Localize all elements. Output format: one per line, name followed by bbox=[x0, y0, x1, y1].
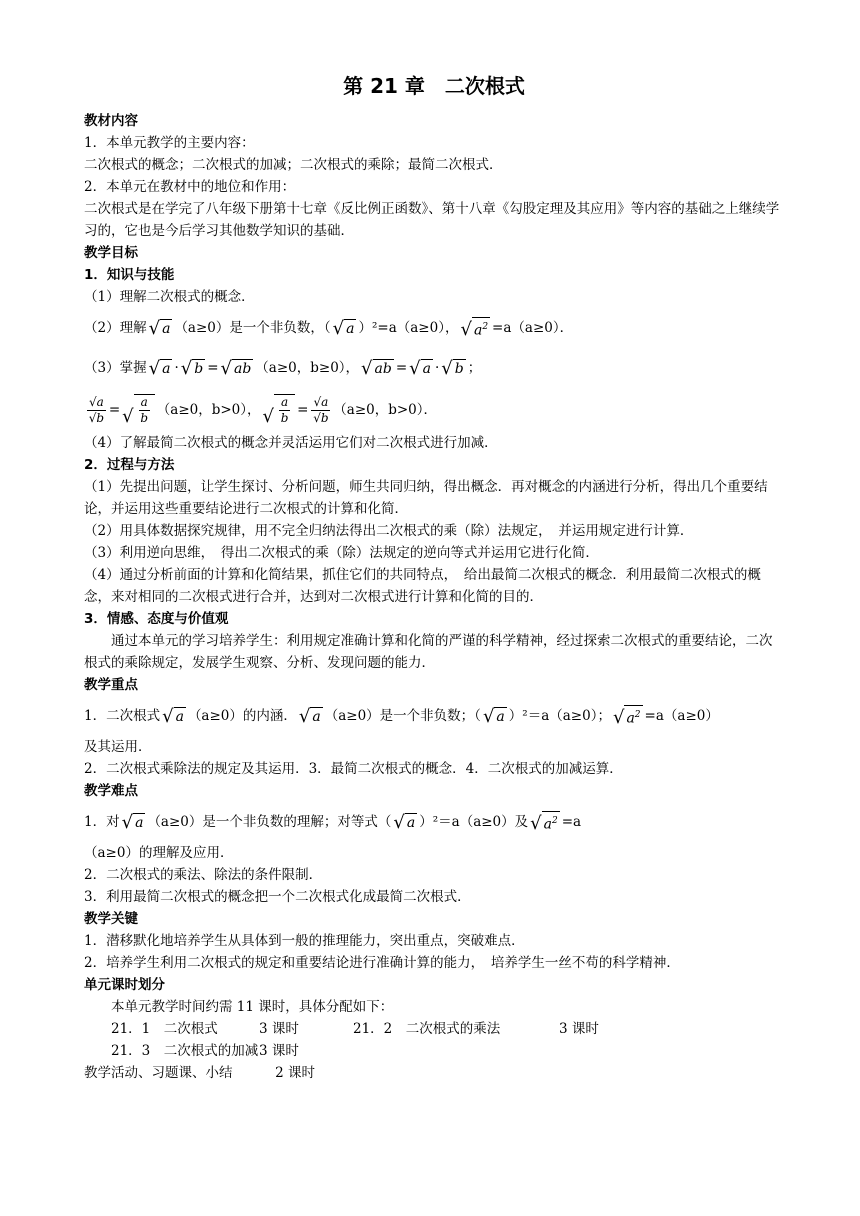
goal-p2: （2）用具体数据探究规律，用不完全归纳法得出二次根式的乘（除）法规定， 并运用规定进行计算． bbox=[84, 523, 694, 539]
difficulty-line-2: 2．二次根式的乘法、除法的条件限制． bbox=[84, 867, 323, 883]
goal-k3: （3）掌握 √ a · √ b = √ ab （a≥0，b≥0）， √ ab = √ a · √ b ； bbox=[84, 357, 482, 379]
page-title: 第 21 章 二次根式 bbox=[343, 74, 525, 98]
goal-e1: 通过本单元的学习培养学生：利用规定准确计算和化简的严谨的科学精神，经过探索二次根式的重要结论，二次根式的乘除规定，发展学生观察、分析、发现问题的能力． bbox=[84, 633, 773, 671]
section-heading-key: 教学重点 bbox=[84, 677, 138, 693]
schedule-item-name: 21．2 二次根式的乘法 bbox=[353, 1021, 501, 1037]
goal-k1: （1）理解二次根式的概念． bbox=[84, 289, 255, 305]
table-row bbox=[111, 1018, 599, 1040]
section-heading-goals: 教学目标 bbox=[84, 245, 138, 261]
fraction-sqrt-a-over-sqrt-b: $\frac{√a}{√b}$ bbox=[88, 394, 105, 425]
goal-p1: （1）先提出问题，让学生探讨、分析问题，师生共同归纳，得出概念．再对概念的内涵进行分析，得出几个重要结论，并运用这些重要结论进行二次根式的计算和化简． bbox=[84, 479, 768, 517]
key-line-1: 1．二次根式 √ a （a≥0）的内涵． √ a （a≥0）是一个非负数；（ √ a ）²＝a（a≥0）； √ $a^2$ =a（a≥0） bbox=[84, 705, 719, 729]
schedule-intro: 本单元教学时间约需 11 课时，具体分配如下： bbox=[111, 999, 394, 1015]
sqrt-a: √ a bbox=[148, 317, 171, 339]
critical-line-2: 2．培养学生利用二次根式的规定和重要结论进行准确计算的能力， 培养学生一丝不苟的科学精神． bbox=[84, 955, 680, 971]
goals-sub-process: 2．过程与方法 bbox=[84, 457, 175, 473]
schedule-item-hours: 2 课时 bbox=[275, 1065, 315, 1081]
content-line-4: 二次根式是在学完了八年级下册第十七章《反比例正函数》、第十八章《勾股定理及其应用》等内容的基础之上继续学习的，它也是今后学习其他数学知识的基础． bbox=[84, 201, 780, 239]
schedule-activities bbox=[84, 1062, 784, 1084]
schedule-item-name: 21．1 二次根式 bbox=[111, 1021, 218, 1037]
critical-line-1: 1．潜移默化地培养学生从具体到一般的推理能力，突出重点，突破难点． bbox=[84, 933, 525, 949]
difficulty-line-3: 3．利用最简二次根式的概念把一个二次根式化成最简二次根式． bbox=[84, 889, 471, 905]
sqrt-a: √ a bbox=[332, 317, 355, 339]
schedule-item-name: 21．3 二次根式的加减 bbox=[111, 1043, 259, 1059]
content-line-1: 1．本单元教学的主要内容： bbox=[84, 135, 255, 151]
key-line-1b: 及其运用． bbox=[84, 739, 152, 755]
key-line-2: 2．二次根式乘除法的规定及其运用．3．最简二次根式的概念．4．二次根式的加减运算． bbox=[84, 761, 623, 777]
goals-sub-knowledge: 1．知识与技能 bbox=[84, 267, 175, 283]
section-heading-difficulty: 教学难点 bbox=[84, 783, 138, 799]
goals-sub-emotion: 3．情感、态度与价值观 bbox=[84, 611, 229, 627]
difficulty-line-1b: （a≥0）的理解及应用． bbox=[84, 845, 234, 861]
schedule-item-hours: 3 课时 bbox=[259, 1021, 299, 1037]
schedule-item-hours: 3 课时 bbox=[259, 1043, 299, 1059]
goal-k2: （2）理解 √ a （a≥0）是一个非负数，（ √ a ）²=a（a≥0）， √ $a^2$ =a（a≥0）． bbox=[84, 317, 574, 341]
goal-p4: （4）通过分析前面的计算和化简结果，抓住它们的共同特点， 给出最简二次根式的概念．利用最简二次根式的概念，来对相同的二次根式进行合并，达到对二次根式进行计算和化简的目的． bbox=[84, 567, 761, 605]
sqrt-a-squared: √ $a^2$ bbox=[460, 317, 490, 340]
goal-p3: （3）利用逆向思维， 得出二次根式的乘（除）法规定的逆向等式并运用它进行化简． bbox=[84, 545, 599, 561]
schedule-item-name: 教学活动、习题课、小结 bbox=[84, 1065, 233, 1081]
content-line-2: 二次根式的概念；二次根式的加减；二次根式的乘除；最简二次根式． bbox=[84, 157, 503, 173]
section-heading-critical: 教学关键 bbox=[84, 911, 138, 927]
goal-k4: （4）了解最简二次根式的概念并灵活运用它们对二次根式进行加减． bbox=[84, 435, 498, 451]
table-row bbox=[111, 1040, 599, 1062]
goal-k3-fractions: $\frac{√a}{√b}$ = √ $\frac{a}{b}$ （a≥0，b>0）， √ $\frac{a}{b}$ = $\frac{√a}{√b}$ （a≥0，b>0）． bbox=[88, 394, 438, 427]
difficulty-line-1: 1．对 √ a （a≥0）是一个非负数的理解；对等式（ √ a ）²＝a（a≥0）及 √ $a^2$ =a bbox=[84, 811, 582, 835]
schedule-item-hours: 3 课时 bbox=[559, 1021, 599, 1037]
schedule-table bbox=[111, 1018, 599, 1062]
content-line-3: 2．本单元在教材中的地位和作用： bbox=[84, 179, 296, 195]
section-heading-content: 教材内容 bbox=[84, 113, 138, 129]
section-heading-schedule: 单元课时划分 bbox=[84, 977, 165, 993]
document-page bbox=[84, 70, 784, 1084]
